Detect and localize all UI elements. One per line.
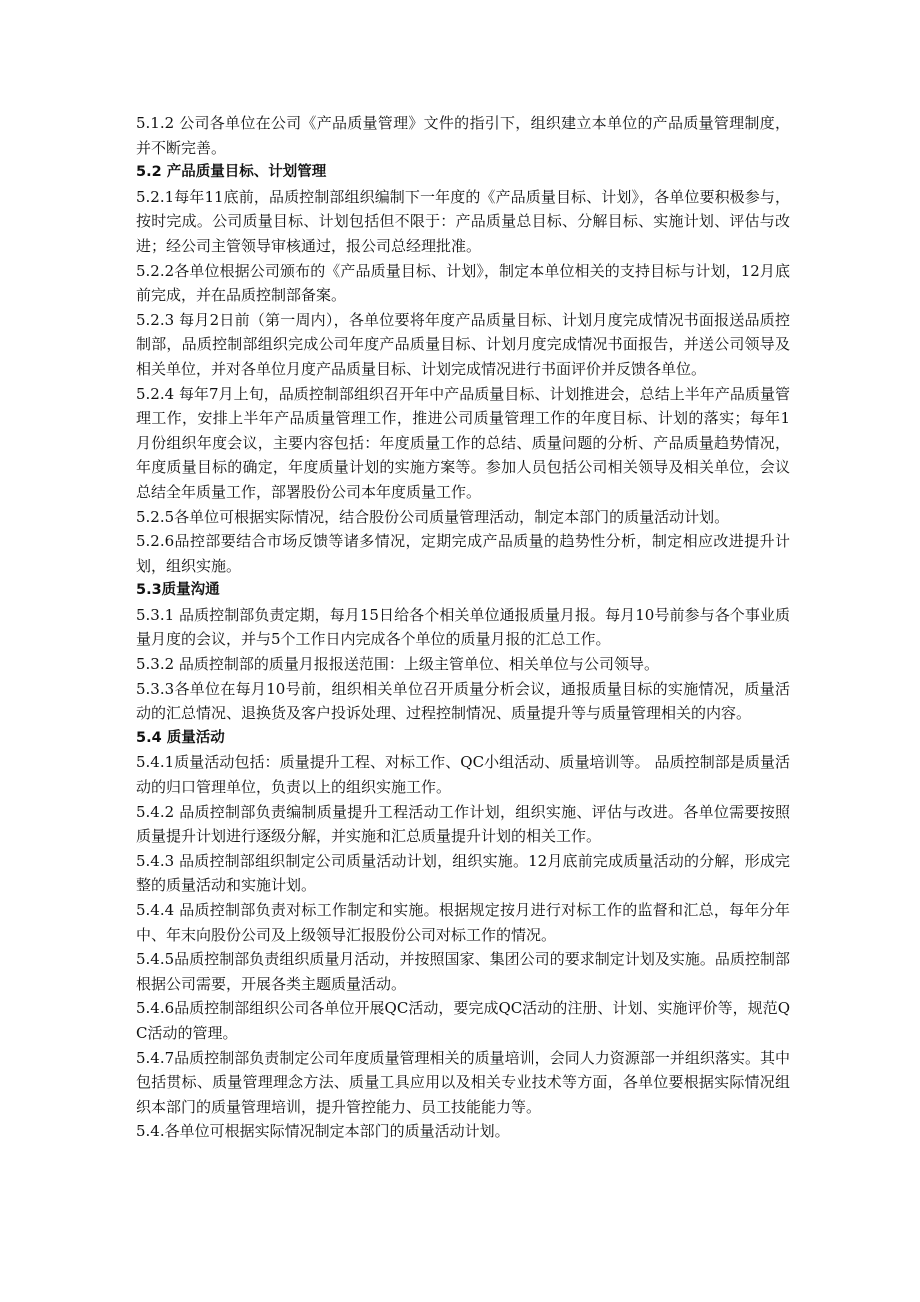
paragraph: 5.2.3 每月2日前（第一周内），各单位要将年度产品质量目标、计划月度完成情况书面报送品质控制部，品质控制部组织完成公司年度产品质量目标、计划月度完成情况书面报告，并送公司领导及相关单位，并对各单位月度产品质量目标、计划完成情况进行书面评价并反馈各单位。 [136, 310, 790, 378]
paragraph: 5.2.1每年11底前，品质控制部组织编制下一年度的《产品质量目标、计划》，各单位要积极参与，按时完成。公司质量目标、计划包括但不限于：产品质量总目标、分解目标、实施计划、评估与改进；经公司主管领导审核通过，报公司总经理批准。 [136, 187, 790, 255]
paragraph: 5.4.5品质控制部负责组织质量月活动，并按照国家、集团公司的要求制定计划及实施。品质控制部根据公司需要，开展各类主题质量活动。 [136, 950, 790, 993]
paragraph: 5.4.3 品质控制部组织制定公司质量活动计划，组织实施。12月底前完成质量活动的分解，形成完整的质量活动和实施计划。 [136, 851, 790, 895]
paragraph: 5.4.1质量活动包括：质量提升工程、对标工作、QC小组活动、质量培训等。 品质控制部是质量活动的归口管理单位，负责以上的组织实施工作。 [136, 753, 790, 797]
paragraph: 5.2.2各单位根据公司颁布的《产品质量目标、计划》，制定本单位相关的支持目标与计划，12月底前完成，并在品质控制部备案。 [136, 261, 790, 305]
paragraph: 5.4.7品质控制部负责制定公司年度质量管理相关的质量培训，会同人力资源部一并组织落实。其中包括贯标、质量管理理念方法、质量工具应用以及相关专业技术等方面，各单位要根据实际情况组织本部门的质量管理培训，提升管控能力、员工技能能力等。 [136, 1048, 790, 1116]
section-heading: 5.4 质量活动 [136, 729, 225, 746]
paragraph: 5.4.各单位可根据实际情况制定本部门的质量活动计划。 [136, 1122, 510, 1141]
paragraph: 5.4.2 品质控制部负责编制质量提升工程活动工作计划，组织实施、评估与改进。各单位需要按照质量提升计划进行逐级分解，并实施和汇总质量提升计划的相关工作。 [136, 802, 790, 846]
paragraph: 5.3.3各单位在每月10号前，组织相关单位召开质量分析会议，通报质量目标的实施情况，质量活动的汇总情况、退换货及客户投诉处理、过程控制情况、质量提升等与质量管理相关的内容。 [136, 679, 790, 723]
paragraph: 5.2.5各单位可根据实际情况，结合股份公司质量管理活动，制定本部门的质量活动计划。 [136, 507, 730, 526]
paragraph: 5.2.6品控部要结合市场反馈等诸多情况，定期完成产品质量的趋势性分析，制定相应改进提升计划，组织实施。 [136, 532, 790, 575]
paragraph: 5.2.4 每年7月上旬，品质控制部组织召开年中产品质量目标、计划推进会，总结上半年产品质量管理工作，安排上半年产品质量管理工作，推进公司质量管理工作的年度目标、计划的落实；每年1月份组织年度会议，主要内容包括：年度质量工作的总结、质量问题的分析、产品质量趋势情况，年度质量目标的确定，年度质量计划的实施方案等。参加人员包括公司相关领导及相关单位，会议总结全年质量工作，部署股份公司本年度质量工作。 [136, 384, 790, 501]
paragraph: 5.3.2 品质控制部的质量月报报送范围：上级主管单位、相关单位与公司领导。 [136, 655, 659, 674]
paragraph: 5.4.4 品质控制部负责对标工作制定和实施。根据规定按月进行对标工作的监督和汇总，每年分年中、年末向股份公司及上级领导汇报股份公司对标工作的情况。 [136, 901, 790, 944]
paragraph: 5.4.6品质控制部组织公司各单位开展QC活动，要完成QC活动的注册、计划、实施评价等，规范QC活动的管理。 [136, 999, 790, 1042]
section-heading: 5.3质量沟通 [136, 582, 220, 599]
paragraph: 5.3.1 品质控制部负责定期，每月15日给各个相关单位通报质量月报。每月10号前参与各个事业质量月度的会议，并与5个工作日内完成各个单位的质量月报的汇总工作。 [136, 605, 790, 649]
paragraph: 5.1.2 公司各单位在公司《产品质量管理》文件的指引下，组织建立本单位的产品质量管理制度，并不断完善。 [136, 114, 790, 157]
section-heading: 5.2 产品质量目标、计划管理 [136, 164, 327, 181]
document-body [136, 111, 790, 1144]
